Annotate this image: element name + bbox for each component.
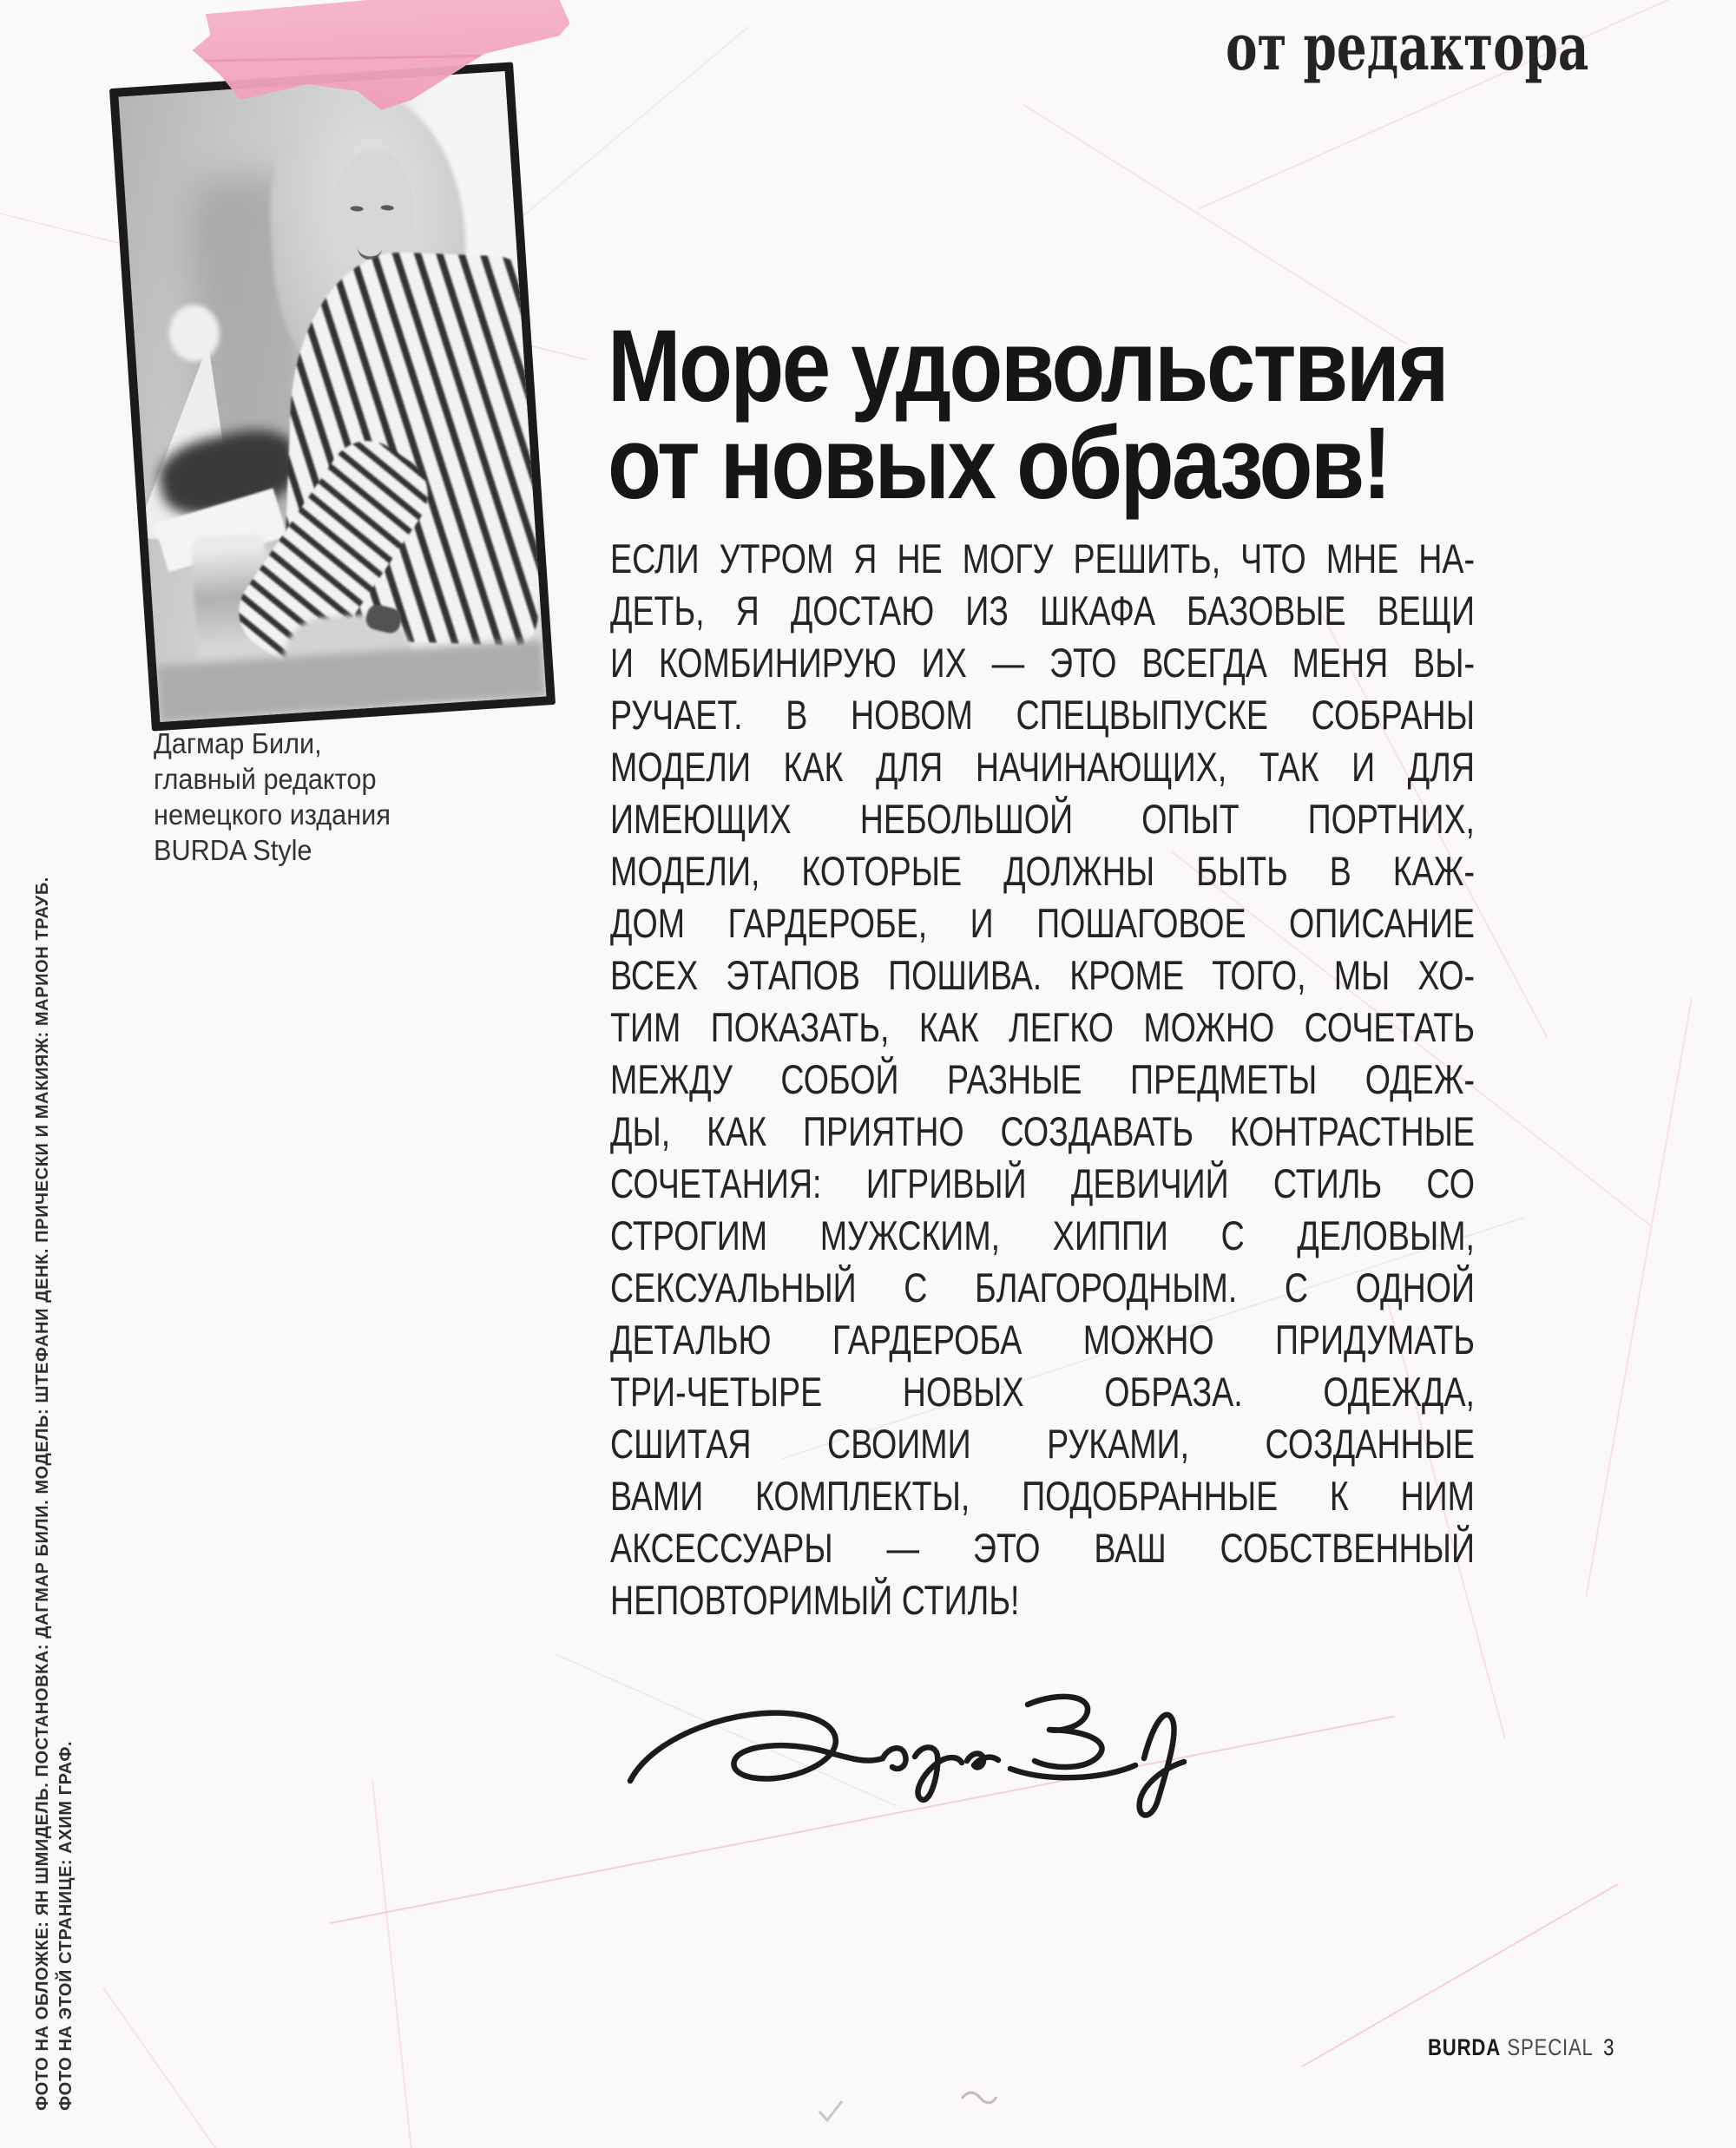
photo-credits-vertical [31, 877, 78, 2111]
editor-portrait-photo [109, 62, 556, 731]
body-text-line: ВСЕХ ЭТАПОВ ПОШИВА. КРОМЕ ТОГО, МЫ ХО- [610, 952, 1475, 998]
body-text-line: ЕСЛИ УТРОМ Я НЕ МОГУ РЕШИТЬ, ЧТО МНЕ НА- [610, 535, 1475, 581]
photo-caption [154, 726, 391, 868]
body-text-line: ТРИ-ЧЕТЫРЕ НОВЫХ ОБРАЗА. ОДЕЖДА, [610, 1369, 1475, 1415]
signature-dagmar-bily [618, 1675, 1191, 1836]
eye [350, 206, 363, 212]
issue-label: SPECIAL [1507, 2034, 1594, 2060]
body-text-line: СЕКСУАЛЬНЫЙ С БЛАГОРОДНЫМ. С ОДНОЙ [610, 1264, 1475, 1310]
page-number: 3 [1603, 2034, 1615, 2060]
body-text-line: МОДЕЛИ, КОТОРЫЕ ДОЛЖНЫ БЫТЬ В КАЖ- [610, 848, 1475, 894]
eye [381, 205, 394, 211]
body-text-line: ДОМ ГАРДЕРОБЕ, И ПОШАГОВОЕ ОПИСАНИЕ [610, 900, 1475, 946]
section-label: от редактора [1225, 10, 1588, 85]
body-text-line: РУЧАЕТ. В НОВОМ СПЕЦВЫПУСКЕ СОБРАНЫ [610, 692, 1475, 738]
pattern-line [372, 1779, 428, 2148]
photo-caption-line: Дагмар Били, [154, 727, 322, 759]
body-text-line: СШИТАЯ СВОИМИ РУКАМИ, СОЗДАННЫЕ [610, 1421, 1475, 1467]
body-text-line: И КОМБИНИРУЮ ИХ — ЭТО ВСЕГДА МЕНЯ ВЫ- [610, 640, 1475, 686]
tilde-mark-decoration [960, 2088, 998, 2107]
page-footer [1428, 2034, 1614, 2061]
pattern-line [102, 1987, 273, 2148]
body-text-line: ДЕТЬ, Я ДОСТАЮ ИЗ ШКАФА БАЗОВЫЕ ВЕЩИ [610, 588, 1475, 634]
headline-line: от новых образов! [608, 406, 1390, 521]
magazine-name: BURDA [1428, 2034, 1502, 2060]
body-text-line: ВАМИ КОМПЛЕКТЫ, ПОДОБРАННЫЕ К НИМ [610, 1473, 1475, 1519]
body-text-line: СОЧЕТАНИЯ: ИГРИВЫЙ ДЕВИЧИЙ СТИЛЬ СО [610, 1160, 1475, 1206]
body-text-line: МОДЕЛИ КАК ДЛЯ НАЧИНАЮЩИХ, ТАК И ДЛЯ [610, 744, 1475, 790]
body-text-line: ТИМ ПОКАЗАТЬ, КАК ЛЕГКО МОЖНО СОЧЕТАТЬ [610, 1004, 1475, 1050]
body-text-line: НЕПОВТОРИМЫЙ СТИЛЬ! [610, 1577, 1020, 1623]
body-text-line: АКСЕССУАРЫ — ЭТО ВАШ СОБСТВЕННЫЙ [610, 1525, 1475, 1571]
pattern-line [1585, 998, 1693, 1597]
body-text-line: ИМЕЮЩИХ НЕБОЛЬШОЙ ОПЫТ ПОРТНИХ, [610, 796, 1475, 842]
body-text-line: ДЕТАЛЬЮ ГАРДЕРОБА МОЖНО ПРИДУМАТЬ [610, 1317, 1475, 1363]
check-mark-decoration [818, 2099, 845, 2125]
body-text-line: МЕЖДУ СОБОЙ РАЗНЫЕ ПРЕДМЕТЫ ОДЕЖ- [610, 1056, 1475, 1102]
photo-credit-line: ФОТО НА ЭТОЙ СТРАНИЦЕ: АХИМ ГРАФ. [56, 1740, 76, 2111]
body-text-line: ДЫ, КАК ПРИЯТНО СОЗДАВАТЬ КОНТРАСТНЫЕ [610, 1108, 1475, 1154]
portrait-photo-art [119, 71, 547, 722]
photo-caption-line: BURDA Style [154, 834, 312, 866]
headline [608, 309, 1448, 521]
body-text [610, 533, 1475, 1626]
photo-caption-line: главный редактор [154, 763, 377, 795]
headline-line: Море удовольствия [608, 309, 1448, 424]
photo-caption-line: немецкого издания [154, 798, 391, 831]
photo-credit-line: ФОТО НА ОБЛОЖКЕ: ЯН ШМИДЕЛЬ. ПОСТАНОВКА: ДАГМАР БИЛИ. МОДЕЛЬ: ШТЕФАНИ ДЕНК. ПРИЧЕСКИ И МАКИЯЖ: МАРИОН ТРАУБ. [33, 877, 52, 2111]
body-text-line: СТРОГИМ МУЖСКИМ, ХИППИ С ДЕЛОВЫМ, [610, 1212, 1475, 1258]
